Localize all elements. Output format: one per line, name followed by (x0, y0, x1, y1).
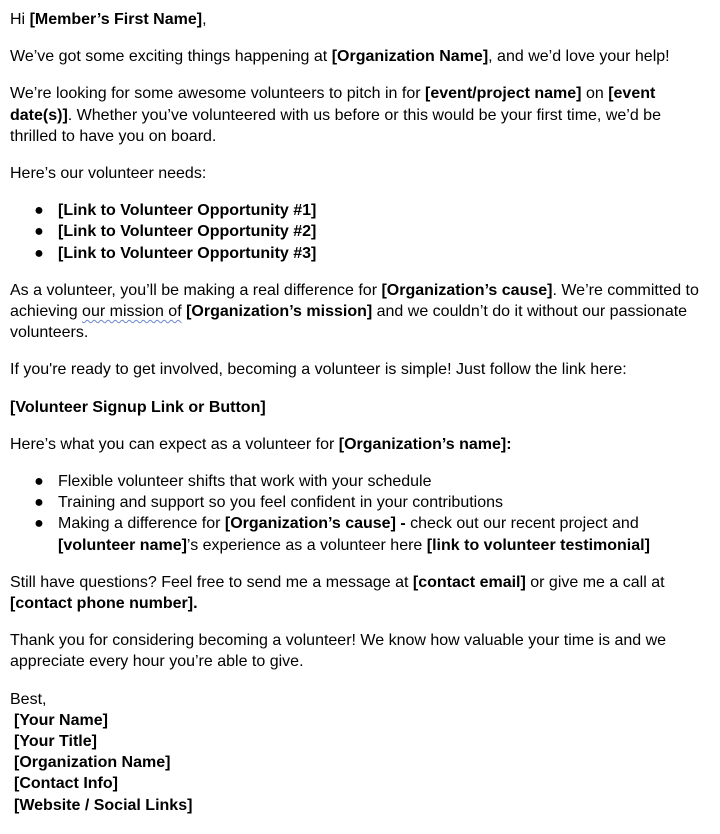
expect-item-1: Flexible volunteer shifts that work with your schedule (58, 473, 432, 491)
signature-contact (10, 773, 710, 794)
your-title-placeholder: [Your Title] (14, 733, 97, 751)
contact-info-placeholder: [Contact Info] (14, 775, 118, 793)
expect-item-3-mid: check out our recent project and (405, 515, 639, 533)
signup-link-label[interactable]: [Volunteer Signup Link or Button] (10, 398, 266, 416)
testimonial-link-placeholder[interactable]: [link to volunteer testimonial] (426, 536, 650, 554)
list-item (10, 200, 710, 221)
list-item (10, 243, 710, 264)
event-date-placeholder: [event date(s)] (10, 85, 656, 124)
difference-text-end: and we couldn’t do it without our passionate volunteers. (10, 303, 688, 342)
bullet-icon: ● (34, 223, 44, 241)
spellcheck-underline-text[interactable]: our mission of (82, 303, 182, 321)
expect-text: Here’s what you can expect as a volunteer for (10, 435, 339, 453)
signature-org (10, 752, 710, 773)
bullet-icon: ● (34, 515, 44, 533)
contact-email-placeholder: [contact email] (412, 573, 526, 591)
expect-list (10, 471, 710, 556)
difference-text: As a volunteer, you’ll be making a real difference for (10, 281, 382, 299)
signature-block (10, 689, 710, 816)
looking-text-on: on (581, 85, 609, 103)
website-links-placeholder: [Website / Social Links] (14, 796, 193, 814)
intro-text: We’ve got some exciting things happening at (10, 48, 332, 66)
intro-paragraph (10, 46, 710, 67)
questions-text-mid: or give me a call at (525, 573, 665, 591)
list-item (10, 471, 710, 492)
signature-title (10, 731, 710, 752)
greeting-comma: , (202, 11, 207, 28)
opportunity-link-1[interactable]: [Link to Volunteer Opportunity #1] (58, 202, 317, 220)
intro-text-end: , and we’d love your help! (488, 48, 670, 66)
signature-closing: Best, (10, 690, 47, 708)
list-item (10, 513, 710, 555)
volunteer-name-placeholder: [volunteer name] (58, 536, 187, 554)
signature-name (10, 710, 710, 731)
bullet-icon: ● (34, 202, 44, 220)
needs-list (10, 200, 710, 264)
bullet-icon: ● (34, 244, 44, 262)
signature-links (10, 795, 710, 816)
opportunity-link-3[interactable]: [Link to Volunteer Opportunity #3] (58, 244, 317, 262)
looking-text: We’re looking for some awesome volunteers to pitch in for (10, 85, 426, 103)
difference-paragraph (10, 280, 710, 344)
difference-text-mid: . We’re committed to achieving (10, 281, 699, 321)
bullet-icon: ● (34, 494, 44, 512)
looking-paragraph (10, 83, 710, 147)
signup-link-placeholder[interactable] (10, 397, 710, 418)
org-name-placeholder-2: [Organization’s name]: (338, 435, 512, 453)
expect-heading (10, 434, 710, 455)
questions-paragraph (10, 572, 710, 614)
your-name-placeholder: [Your Name] (14, 711, 108, 729)
event-name-placeholder: [event/project name] (425, 85, 582, 103)
list-item (10, 492, 710, 513)
expect-item-2: Training and support so you feel confident in your contributions (58, 494, 504, 512)
greeting-text: Hi (10, 11, 30, 28)
opportunity-link-2[interactable]: [Link to Volunteer Opportunity #2] (58, 223, 317, 241)
org-name-placeholder: [Organization Name] (331, 48, 489, 66)
ready-paragraph: If you're ready to get involved, becoming a volunteer is simple! Just follow the link here: (10, 361, 627, 379)
thanks-paragraph: Thank you for considering becoming a volunteer! We know how valuable your time is and we appreciate every hour you’re able to give. (10, 632, 667, 671)
expect-item-3-text: Making a difference for (58, 515, 225, 533)
member-name-placeholder: [Member’s First Name] (29, 11, 203, 28)
mission-placeholder: [Organization’s mission] (186, 303, 373, 321)
cause-placeholder-2: [Organization’s cause] - (224, 515, 406, 533)
needs-heading: Here’s our volunteer needs: (10, 165, 207, 183)
cause-placeholder: [Organization’s cause] (381, 281, 553, 299)
list-item (10, 221, 710, 242)
org-name-placeholder-3: [Organization Name] (14, 754, 171, 772)
email-document (10, 9, 710, 816)
bullet-icon: ● (34, 473, 44, 491)
looking-text-end: . Whether you’ve volunteered with us before or this would be your first time, we’d be thrilled to have you on board. (10, 106, 661, 145)
greeting-line (10, 9, 710, 30)
questions-text: Still have questions? Feel free to send me a message at (10, 573, 413, 591)
contact-phone-placeholder: [contact phone number]. (10, 595, 198, 613)
expect-item-3-mid-2: ’s experience as a volunteer here (186, 536, 427, 554)
